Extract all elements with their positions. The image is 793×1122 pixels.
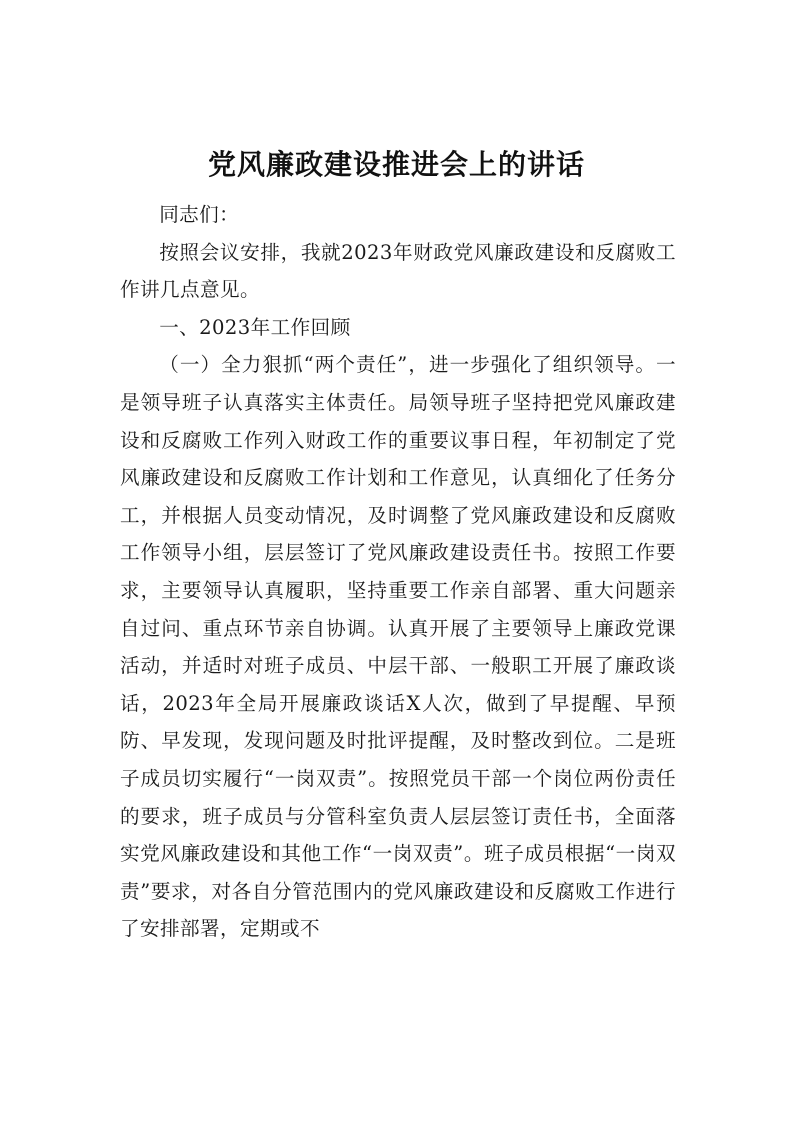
document-body [120,196,676,948]
section-heading: 一、2023年工作回顾 [159,315,351,339]
body-paragraph-main: （一）全力狠抓“两个责任”，进一步强化了组织领导。一是领导班子认真落实主体责任。局领导班子坚持把党风廉政建设和反腐败工作列入财政工作的重要议事日程，年初制定了党风廉政建设和反腐败工作计划和工作意见，认真细化了任务分工，并根据人员变动情况，及时调整了党风廉政建设和反腐败工作领导小组，层层签订了党风廉政建设责任书。按照工作要求，主要领导认真履职，坚持重要工作亲自部署、重大问题亲自过问、重点环节亲自协调。认真开展了主要领导上廉政党课活动，并适时对班子成员、中层干部、一般职工开展了廉政谈话，2023年全局开展廉政谈话X人次，做到了早提醒、早预防、早发现，发现问题及时批评提醒，及时整改到位。二是班子成员切实履行“一岗双责”。按照党员干部一个岗位两份责任的要求，班子成员与分管科室负责人层层签订责任书，全面落实党风廉政建设和其他工作“一岗双责”。班子成员根据“一岗双责”要求，对各自分管范围内的党风廉政建设和反腐败工作进行了安排部署，定期或不 [120,353,676,941]
document-title: 党风廉政建设推进会上的讲话 [207,147,585,181]
salutation: 同志们： [159,203,240,226]
body-paragraph-intro: 按照会议安排，我就2023年财政党风廉政建设和反腐败工作讲几点意见。 [120,240,676,302]
